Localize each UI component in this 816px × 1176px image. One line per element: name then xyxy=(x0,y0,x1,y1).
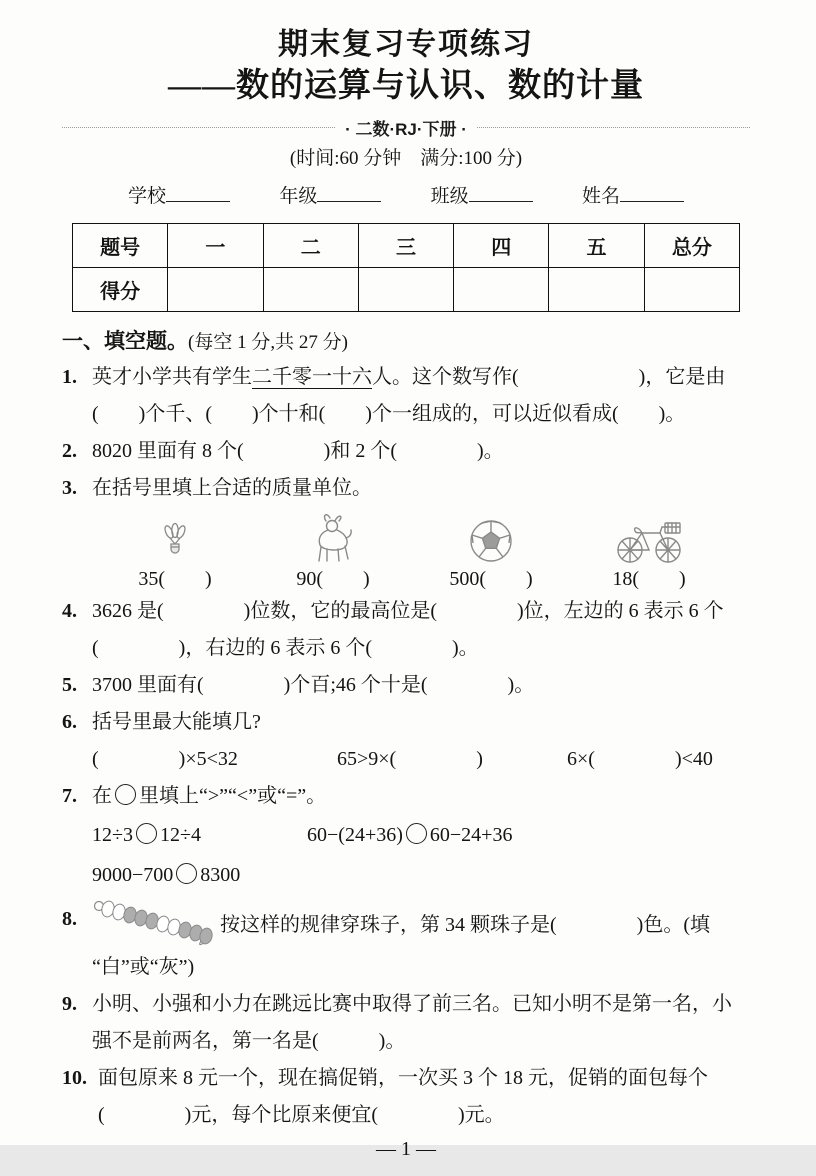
field-grade xyxy=(279,182,381,211)
time-score-line: (时间:60 分钟 满分:100 分) xyxy=(289,148,523,169)
question-9 xyxy=(62,986,750,1023)
score-row-label: 得分 xyxy=(73,268,168,312)
question-3-item-soccer xyxy=(412,511,570,593)
question-3-number: 3. xyxy=(62,477,77,499)
score-table-score-row xyxy=(73,268,740,312)
score-header-cell: 一 xyxy=(168,224,263,268)
question-1-text: 英才小学共有学生 xyxy=(92,366,252,388)
compare-expression-1 xyxy=(92,815,307,855)
score-cell xyxy=(263,268,358,312)
score-cell xyxy=(168,268,263,312)
question-9-line-2: 强不是前两名，第一名是( )。 xyxy=(92,1030,406,1052)
field-name xyxy=(582,182,684,211)
question-4-number: 4. xyxy=(62,600,77,622)
field-school xyxy=(128,182,230,211)
question-8-line-1 xyxy=(92,895,750,949)
compare-3-left: 9000−700 xyxy=(92,864,174,886)
compare-2-right: 60−24+36 xyxy=(429,824,513,846)
score-header-cell: 题号 xyxy=(73,224,168,268)
question-7-compare-row-2 xyxy=(62,855,750,895)
shuttlecock-icon xyxy=(96,511,254,565)
question-3-item-label: 90( ) xyxy=(296,568,370,590)
soccer-ball-icon xyxy=(412,511,570,565)
field-school-blank xyxy=(166,182,230,202)
score-cell xyxy=(454,268,549,312)
question-6-expression-2: 65>9×( ) xyxy=(337,748,483,770)
question-1-number: 1. xyxy=(62,366,77,388)
question-2-text: 8020 里面有 8 个( )和 2 个( )。 xyxy=(92,440,504,462)
question-5-number: 5. xyxy=(62,674,77,696)
section-one-heading xyxy=(62,325,750,359)
question-3-item-shuttlecock xyxy=(96,511,254,593)
question-8-number: 8. xyxy=(62,908,77,930)
question-5 xyxy=(62,667,750,704)
field-school-label: 学校 xyxy=(128,186,167,207)
question-8 xyxy=(62,895,750,949)
question-3-item-goat xyxy=(254,511,412,593)
field-class-blank xyxy=(469,182,533,202)
compare-circle-icon xyxy=(406,823,427,844)
question-4-line-2: ( )，右边的 6 表示 6 个( )。 xyxy=(92,637,479,659)
question-3-items-row xyxy=(62,511,750,593)
score-header-cell: 五 xyxy=(549,224,644,268)
score-header-cell: 二 xyxy=(263,224,358,268)
compare-1-right: 12÷4 xyxy=(159,824,201,846)
question-6-number: 6. xyxy=(62,711,77,733)
question-3-text: 在括号里填上合适的质量单位。 xyxy=(92,477,372,499)
dotted-line-left xyxy=(62,127,335,128)
question-3-item-bicycle xyxy=(570,511,728,593)
edition-label: · 二数·RJ·下册 · xyxy=(345,119,467,139)
question-10-number: 10. xyxy=(62,1067,87,1089)
question-3-item-label: 35( ) xyxy=(138,568,212,590)
compare-circle-icon xyxy=(176,863,197,884)
question-4-line-1: 3626 是( )位数，它的最高位是( )位，左边的 6 表示 6 个 xyxy=(92,600,724,622)
score-header-cell: 四 xyxy=(454,224,549,268)
question-2-number: 2. xyxy=(62,440,77,462)
page-subtitle: ——数的运算与认识、数的计量 xyxy=(168,68,644,104)
score-table xyxy=(72,223,740,312)
compare-circle-icon xyxy=(136,823,157,844)
question-3 xyxy=(62,470,750,507)
question-10-line-2: ( )元，每个比原来便宜( )元。 xyxy=(98,1104,505,1126)
question-8-text: 按这样的规律穿珠子，第 34 颗珠子是( )色。(填 xyxy=(220,914,710,936)
question-7-text-post: 里填上“>”“<”或“=”。 xyxy=(139,785,327,807)
question-6-expression-1: ( )×5<32 xyxy=(92,748,238,770)
question-8-line-2: “白”或“灰”) xyxy=(92,956,195,978)
questions-area xyxy=(62,359,750,1134)
field-name-blank xyxy=(620,182,684,202)
question-7-number: 7. xyxy=(62,785,77,807)
question-2 xyxy=(62,433,750,470)
section-one-title: 一、填空题。 xyxy=(62,329,188,353)
score-cell xyxy=(358,268,453,312)
question-3-item-label: 18( ) xyxy=(612,568,686,590)
compare-1-left: 12÷3 xyxy=(92,824,133,846)
compare-3-right: 8300 xyxy=(200,864,241,886)
compare-2-left: 60−(24+36) xyxy=(307,824,403,846)
question-1-line-2: ( )个千、( )个十和( )个一组成的，可以近似看成( )。 xyxy=(92,403,686,425)
question-3-item-label: 500( ) xyxy=(449,568,533,590)
field-grade-blank xyxy=(317,182,381,202)
page-title: 期末复习专项练习 xyxy=(278,28,534,61)
question-7-compare-row-1 xyxy=(62,815,750,855)
field-class-label: 班级 xyxy=(430,186,469,207)
question-6 xyxy=(62,704,750,741)
question-1-underlined-number: 二千零一十六 xyxy=(252,366,372,388)
question-9-line-1: 小明、小强和小力在跳远比赛中取得了前三名。已知小明不是第一名，小 xyxy=(92,993,732,1015)
page-number: — 1 — xyxy=(376,1138,436,1160)
field-class xyxy=(431,182,533,211)
dotted-line-right xyxy=(477,127,750,128)
score-cell xyxy=(644,268,739,312)
score-table-header-row xyxy=(73,224,740,268)
compare-expression-2 xyxy=(307,815,512,855)
question-7 xyxy=(62,778,750,815)
question-5-text: 3700 里面有( )个百;46 个十是( )。 xyxy=(92,674,535,696)
question-6-expression-3: 6×( )<40 xyxy=(567,748,713,770)
section-one-note: (每空 1 分,共 27 分) xyxy=(188,332,348,353)
question-10-line-1: 面包原来 8 元一个，现在搞促销，一次买 3 个 18 元，促销的面包每个 xyxy=(98,1067,708,1089)
student-info-row xyxy=(128,182,684,211)
question-7-text-pre: 在 xyxy=(92,785,112,807)
question-6-expressions xyxy=(62,741,750,778)
field-name-label: 姓名 xyxy=(581,186,620,207)
bicycle-icon xyxy=(570,511,728,565)
question-7-text xyxy=(92,778,750,815)
compare-circle-icon xyxy=(115,784,136,805)
question-10 xyxy=(62,1060,750,1097)
question-1-text-after: 人。这个数写作( )，它是由 xyxy=(372,366,726,388)
score-cell xyxy=(549,268,644,312)
compare-expression-3 xyxy=(92,855,240,895)
question-6-text: 括号里最大能填几? xyxy=(92,711,261,733)
question-4 xyxy=(62,593,750,630)
question-1 xyxy=(62,359,750,396)
question-1-line-1 xyxy=(92,359,750,396)
edition-rule xyxy=(62,117,750,137)
field-grade-label: 年级 xyxy=(279,186,318,207)
bead-string-image xyxy=(92,895,214,945)
goat-icon xyxy=(254,511,412,565)
score-header-cell: 三 xyxy=(358,224,453,268)
question-9-number: 9. xyxy=(62,993,77,1015)
score-header-cell: 总分 xyxy=(644,224,739,268)
